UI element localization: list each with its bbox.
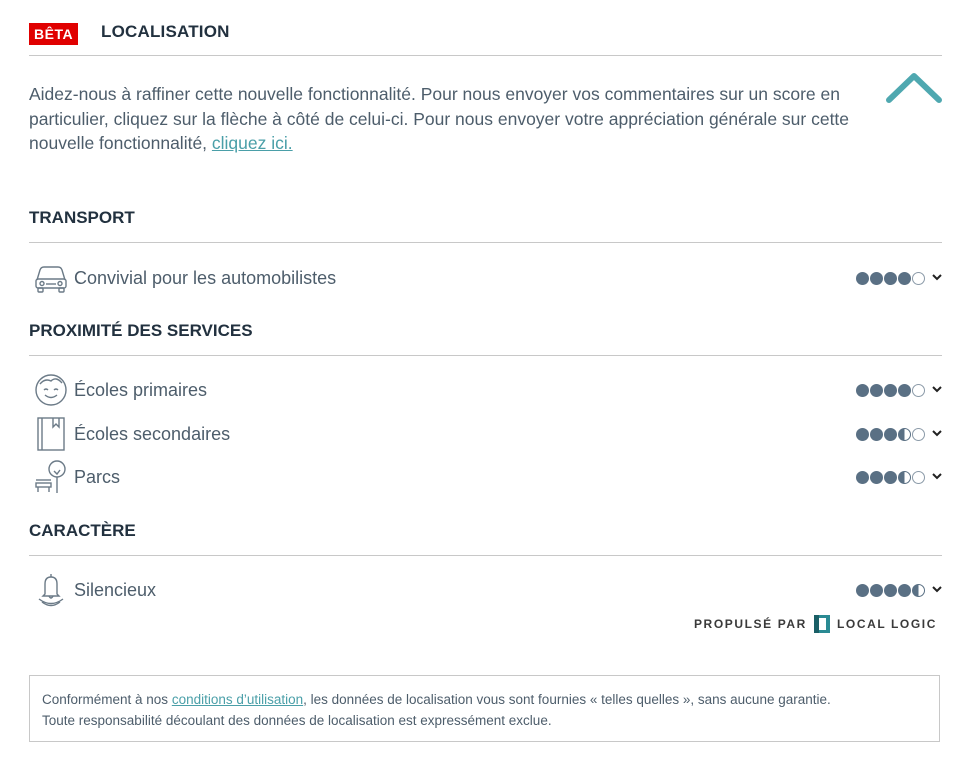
chevron-down-icon[interactable] (930, 426, 944, 440)
disclaimer-box (29, 675, 940, 742)
disclaimer-text: Conformément à nos (42, 692, 172, 707)
rating-dot-half (898, 428, 911, 441)
powered-by-prefix: PROPULSÉ PAR (693, 617, 807, 631)
powered-by-brand: LOCAL LOGIC (836, 617, 937, 631)
quiet-bell-icon (33, 572, 69, 608)
rating-dot-empty (912, 272, 925, 285)
feedback-link[interactable]: cliquez ici. (211, 133, 293, 153)
disclaimer-text: , les données de localisation vous sont fournies « telles quelles », sans aucune garantie. (303, 692, 831, 707)
score-label: Écoles secondaires (74, 424, 231, 444)
rating-dot-full (870, 272, 883, 285)
score-label: Convivial pour les automobilistes (74, 268, 337, 288)
local-logic-logo-icon (813, 614, 831, 634)
disclaimer-line-1 (42, 689, 927, 710)
intro-body: Aidez-nous à raffiner cette nouvelle fonctionnalité. Pour nous envoyer vos commentaires sur un score en particulier, cliquez sur la flèche à côté de celui-ci. Pour nous envoyer votre appréciation générale sur cette nouvelle fonctionnalité, (29, 84, 850, 153)
rating-dot-half (898, 471, 911, 484)
car-icon (33, 260, 69, 296)
rating-dots (856, 272, 925, 285)
rating-dot-half (912, 584, 925, 597)
rating-dots (856, 384, 925, 397)
page-title: LOCALISATION (101, 22, 230, 41)
rating-dot-full (856, 584, 869, 597)
score-row-quiet[interactable] (29, 572, 944, 608)
intro-text (29, 82, 879, 156)
score-row-parks[interactable] (29, 459, 944, 495)
child-face-icon (33, 372, 69, 408)
rating-dot-full (884, 471, 897, 484)
rating-dot-empty (912, 384, 925, 397)
park-bench-tree-icon (33, 459, 69, 495)
rating-dot-full (884, 428, 897, 441)
rating-dot-full (898, 384, 911, 397)
rating-dot-full (898, 584, 911, 597)
section-title-character: CARACTÈRE (29, 521, 942, 556)
section-title-transport: TRANSPORT (29, 208, 942, 243)
chevron-down-icon[interactable] (930, 382, 944, 396)
score-row-car-friendly[interactable] (29, 260, 944, 296)
chevron-down-icon[interactable] (930, 582, 944, 596)
disclaimer-line-2: Toute responsabilité découlant des données de localisation est expressément exclue. (42, 713, 552, 728)
terms-link[interactable]: conditions d’utilisation (171, 692, 304, 707)
score-row-primary-schools[interactable] (29, 372, 944, 408)
rating-dot-full (856, 272, 869, 285)
rating-dots (856, 584, 925, 597)
powered-by[interactable] (694, 614, 937, 634)
rating-dots (856, 471, 925, 484)
rating-dot-full (870, 471, 883, 484)
chevron-down-icon[interactable] (930, 469, 944, 483)
rating-dot-full (884, 384, 897, 397)
collapse-chevron-up-icon[interactable] (884, 70, 944, 106)
rating-dot-full (856, 384, 869, 397)
rating-dots (856, 428, 925, 441)
book-icon (33, 416, 69, 452)
rating-dot-full (870, 584, 883, 597)
rating-dot-full (884, 272, 897, 285)
beta-badge: BÊTA (29, 23, 78, 45)
score-label: Écoles primaires (74, 380, 208, 400)
chevron-down-icon[interactable] (930, 270, 944, 284)
section-header (29, 19, 942, 56)
section-title-services: PROXIMITÉ DES SERVICES (29, 321, 942, 356)
rating-dot-full (884, 584, 897, 597)
rating-dot-full (870, 384, 883, 397)
rating-dot-full (870, 428, 883, 441)
score-row-secondary-schools[interactable] (29, 416, 944, 452)
rating-dot-full (856, 471, 869, 484)
score-label: Parcs (74, 467, 121, 487)
rating-dot-empty (912, 471, 925, 484)
rating-dot-empty (912, 428, 925, 441)
rating-dot-full (856, 428, 869, 441)
rating-dot-full (898, 272, 911, 285)
score-label: Silencieux (74, 580, 157, 600)
